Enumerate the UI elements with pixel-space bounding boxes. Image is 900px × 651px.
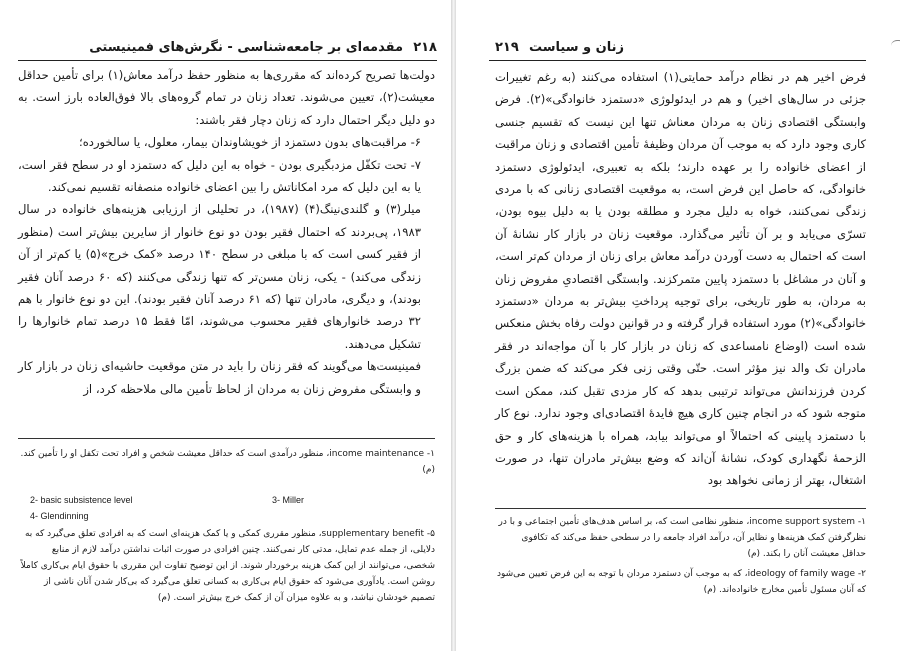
left-paragraph-3: ۷- تحت تکفّل مزدبگیری بودن - خواه به این دلیل که دستمزد او در سطح فقر است، یا به این دلیل که مرد امکاناتش را بین اعضای خانواده منصفانه تقسیم نمی‌کند. (18, 157, 421, 195)
right-footnote-2: ۲- ideology of family wage، که به موجب آن دستمزد مردان با توجه به این فرض تعیین می‌شود که آنان مسئول تأمین مخارج خانواده‌اند. (م) (496, 569, 866, 595)
left-paragraph-2: ۶- مراقبت‌های بدون دستمزد از خویشاوندان بیمار، معلول، یا سالخورده؛ (79, 135, 421, 150)
left-header-rule (18, 60, 437, 61)
left-running-title: مقدمه‌ای بر جامعه‌شناسی - نگرش‌های فمینیستی (89, 40, 403, 55)
left-body-text (18, 64, 435, 400)
left-footnote-3: 3- Miller (272, 495, 305, 505)
pencil-mark (891, 40, 900, 47)
left-paragraph-4: میلر(۳) و گلندی‌نینگ(۴) (۱۹۸۷)، در تحلیلی از ارزیابی هزینه‌های خانواده در سال ۱۹۸۳، پی‌بردند که احتمال فقیر بودن دو نوع خانوار از سایرین بیش‌تر است (منظور از فقیر کسی است که با مبلغی در سطح ۱۴۰ درصد «کمک خرج»(۵) یا کم‌تر از آن زندگی می‌کند) - یکی، زنان مسن‌تر که تنها زندگی می‌کنند (که ۶۰ درصد آنان فقیر بودند)، و دیگری، مادران تنها (که ۶۱ درصد آنان فقیر بودند). این دو نوع خانوار با هم ۳۲ درصد خانوارهای فقیر محسوب می‌شوند، امّا فقط ۱۵ درصد تمام خانوارها را تشکیل می‌دهند. (18, 202, 422, 351)
left-footnote-rule (18, 438, 435, 439)
right-page-number: ۲۱۹ (495, 40, 519, 55)
left-footnote-1: ۱- income maintenance، منظور درآمدی است که حداقل معیشت شخص و افراد تحت تکفل او را تأمین کند. (م) (20, 449, 435, 475)
right-footnote-1: ۱- income support system، منظور نظامی است که، بر اساس هدف‌های تأمین اجتماعی و با در نظرگرفتن کمک هزینه‌ها و نظایر آن، درآمد افراد جامعه را در سطحی حفظ می‌کند که تکافوی حداقل معیشت آنان را بکند. (م) (498, 517, 866, 559)
right-running-title: زنان و سیاست (529, 40, 624, 55)
left-footnote-4: 4- Glendinning (30, 511, 89, 521)
left-footnote-2: 2- basic subsistence level (30, 495, 133, 505)
right-body-text (495, 66, 866, 492)
left-paragraph-1: دولت‌ها تصریح کرده‌اند که مقرری‌ها به منظور حفظ درآمد معاش(۱) برای تأمین حداقل معیشت(۲)، تعیین می‌شوند. تعداد زنان در تمام گروه‌های بالا فوق‌العاده بارز است. به دو دلیل دیگر احتمال دارد که زنان دچار فقر باشند: (18, 68, 435, 127)
right-footnote-rule (495, 508, 866, 509)
left-paragraph-5: فمینیست‌ها می‌گویند که فقر زنان را باید در متن موقعیت حاشیه‌ای زنان در بازار کار و وابستگی مفروض زنان به مردان از لحاظ تأمین مالی ملاحظه کرد، از (18, 359, 421, 396)
right-header-rule (489, 60, 866, 61)
right-page (455, 0, 900, 651)
left-footnote-5: ۵- supplementary benefit، منظور مقرری کمکی و یا کمک هزینه‌ای است که به افرادی تعلق می‌گیرد که به دلایلی، از جمله عدم تمایل، مدتی کار نمی‌کنند. چنین افرادی در صورت اثبات نداشتن درآمد لازم از منابع شخصی، می‌توانند از این کمک هزینه برخوردار شوند. از این توضیح تفاوت این مقرری با حقوق ایام بی‌کاری کاملاً روشن است. یادآوری می‌شود که حقوق ایام بی‌کاری به کسانی تعلق می‌گیرد که بی‌کار شدن آنان ناشی از تصمیم خودشان نباشد، و به علاوه میزان آن از کمک خرج بیش‌تر است. (م) (20, 529, 435, 603)
right-paragraph-1: فرض اخیر هم در نظام درآمد حمایتی(۱) استفاده می‌کنند (به رغم تغییرات جزئی در سال‌های اخیر) و هم در ایدئولوژی «دستمزد خانوادگی»(۲). فرض وابستگی اقتصادی زنان به مردان معناش تنها این نیست که تقسیم جنسی کاری وجود دارد که به موجب آن مردان وظیفهٔ تأمین اقتصادی و زنان مراقبت از اعضای خانواده را بر عهده دارند؛ بلکه به تعبیری، ایدئولوژی دستمزد خانوادگی، که حاصل این فرض است، به موقعیت اقتصادی زنانی که با مردی زندگی نمی‌کنند، خواه به دلیل مجرد و مطلقه بودن یا به دلیل بیوه بودن، تسرّی می‌یابد و بر آن تأثیر می‌گذارد. موقعیت زنان در بازار کار نشانهٔ آن است که احتمال به دست آوردن درآمد معاش برای زنان از مردان کم‌تر است، و آنان در مشاغل با دستمزد پایین متمرکزند. وابستگی اقتصادیِ مفروض زنان به مردان، به طور تاریخی، برای توجیه پرداختِ بیش‌تر به مردان «دستمزد خانوادگی»(۲) مورد استفاده قرار گرفته و در قوانین دولت رفاه بخش منعکس شده است (اوضاع نامساعدی که زنان در بازار کار با آن مواجه‌اند در فقر مادران تک والد نیز مؤثر است. حتّی وقتی زنی فکر می‌کند که ضمن بزرگ کردن فرزندانش می‌تواند ترتیبی بدهد که کار مزدی تقبل کند، ممکن است متوجه شود که در انجام چنین کاری هیچ فایدهٔ اقتصادی‌ای وجود ندارد. نوع کار با دستمزد پایینی که احتمالاً او می‌تواند بیابد، همراه با هزینه‌های کار و حق الزحمهٔ نگهداری کودک، نشانهٔ آن‌اند که وضع بیش‌تر مادران تنها، در صورت اشتغال، بهتر از زمانی نخواهد بود (495, 70, 867, 488)
left-page-number: ۲۱۸ (413, 40, 437, 55)
